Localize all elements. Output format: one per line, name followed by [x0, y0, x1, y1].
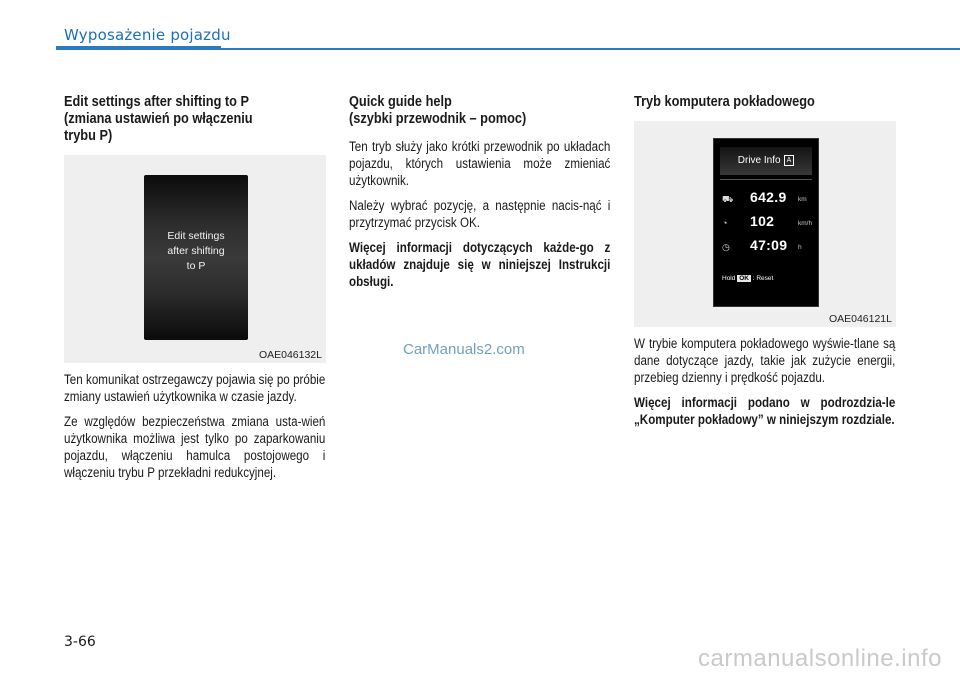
column-edit-settings: [64, 94, 326, 489]
cluster-screen: [144, 175, 248, 340]
figure-drive-info: [634, 121, 896, 327]
cluster-message: Edit settings after shifting to P: [167, 230, 225, 272]
drive-info-footer: Hold OK : Reset: [722, 275, 774, 282]
heading-trip-computer: Tryb komputera pokładowego: [634, 94, 815, 110]
drive-info-header: Drive Info A: [720, 147, 812, 175]
column-quick-guide: [349, 94, 611, 298]
speedometer-icon: ◔: [722, 218, 728, 228]
fuel-tank-icon: ⛟: [722, 194, 734, 204]
heading-quick-guide: Quick guide help (szybki przewodnik – pomoc): [349, 94, 527, 127]
figure-edit-settings: [64, 155, 326, 363]
heading-edit-settings: Edit settings after shifting to P (zmiana ustawień po włączeniu trybu P): [64, 94, 253, 144]
ok-label: OK: [739, 275, 749, 282]
paragraph: Należy wybrać pozycję, a następnie nacis-nąć i przytrzymać przycisk OK.: [349, 198, 611, 230]
clock-icon: ◷: [722, 242, 730, 252]
header-rule: [56, 48, 960, 50]
section-title: Wyposażenie pojazdu: [64, 26, 231, 44]
paragraph: Ten tryb służy jako krótki przewodnik po układach pojazdu, których ustawienia może zmieniać użytkownik.: [349, 139, 611, 188]
drive-info-row-distance: ⛟ 642.9 km: [722, 189, 807, 205]
drive-info-screen: [713, 138, 819, 307]
paragraph-bold: Więcej informacji podano w podrozdzia-le „Komputer pokładowy” w niniejszym rozdziale.: [634, 395, 896, 427]
drive-info-row-time: ◷ 47:09 h: [722, 237, 802, 253]
drive-info-row-speed: ◔ 102 km/h: [722, 213, 813, 229]
page-number: 3-66: [64, 634, 96, 650]
watermark: CarManuals2.com: [403, 341, 525, 358]
column-trip-computer: [634, 94, 896, 436]
figure-code: OAE046132L: [258, 349, 322, 361]
footer-watermark: carmanualsonline.info: [698, 645, 942, 672]
paragraph: Ten komunikat ostrzegawczy pojawia się po próbie zmiany ustawień użytkownika w czasie jazdy.: [64, 372, 326, 404]
paragraph: Ze względów bezpieczeństwa zmiana usta-wień użytkownika możliwa jest tylko po zaparkowaniu pojazdu, włączeniu hamulca postojowego i włączeniu trybu P przekładni redukcyjnej.: [64, 414, 326, 480]
auto-badge: A: [784, 155, 795, 166]
drive-info-divider: [720, 179, 812, 180]
paragraph-bold: Więcej informacji dotyczących każde-go z układów znajduje się w niniejszej Instrukcji obsługi.: [349, 240, 611, 289]
figure-code: OAE046121L: [828, 313, 892, 325]
paragraph: W trybie komputera pokładowego wyświe-tlane są dane dotyczące jazdy, takie jak zużycie energii, przebieg dzienny i prędkość pojazdu.: [634, 336, 896, 385]
